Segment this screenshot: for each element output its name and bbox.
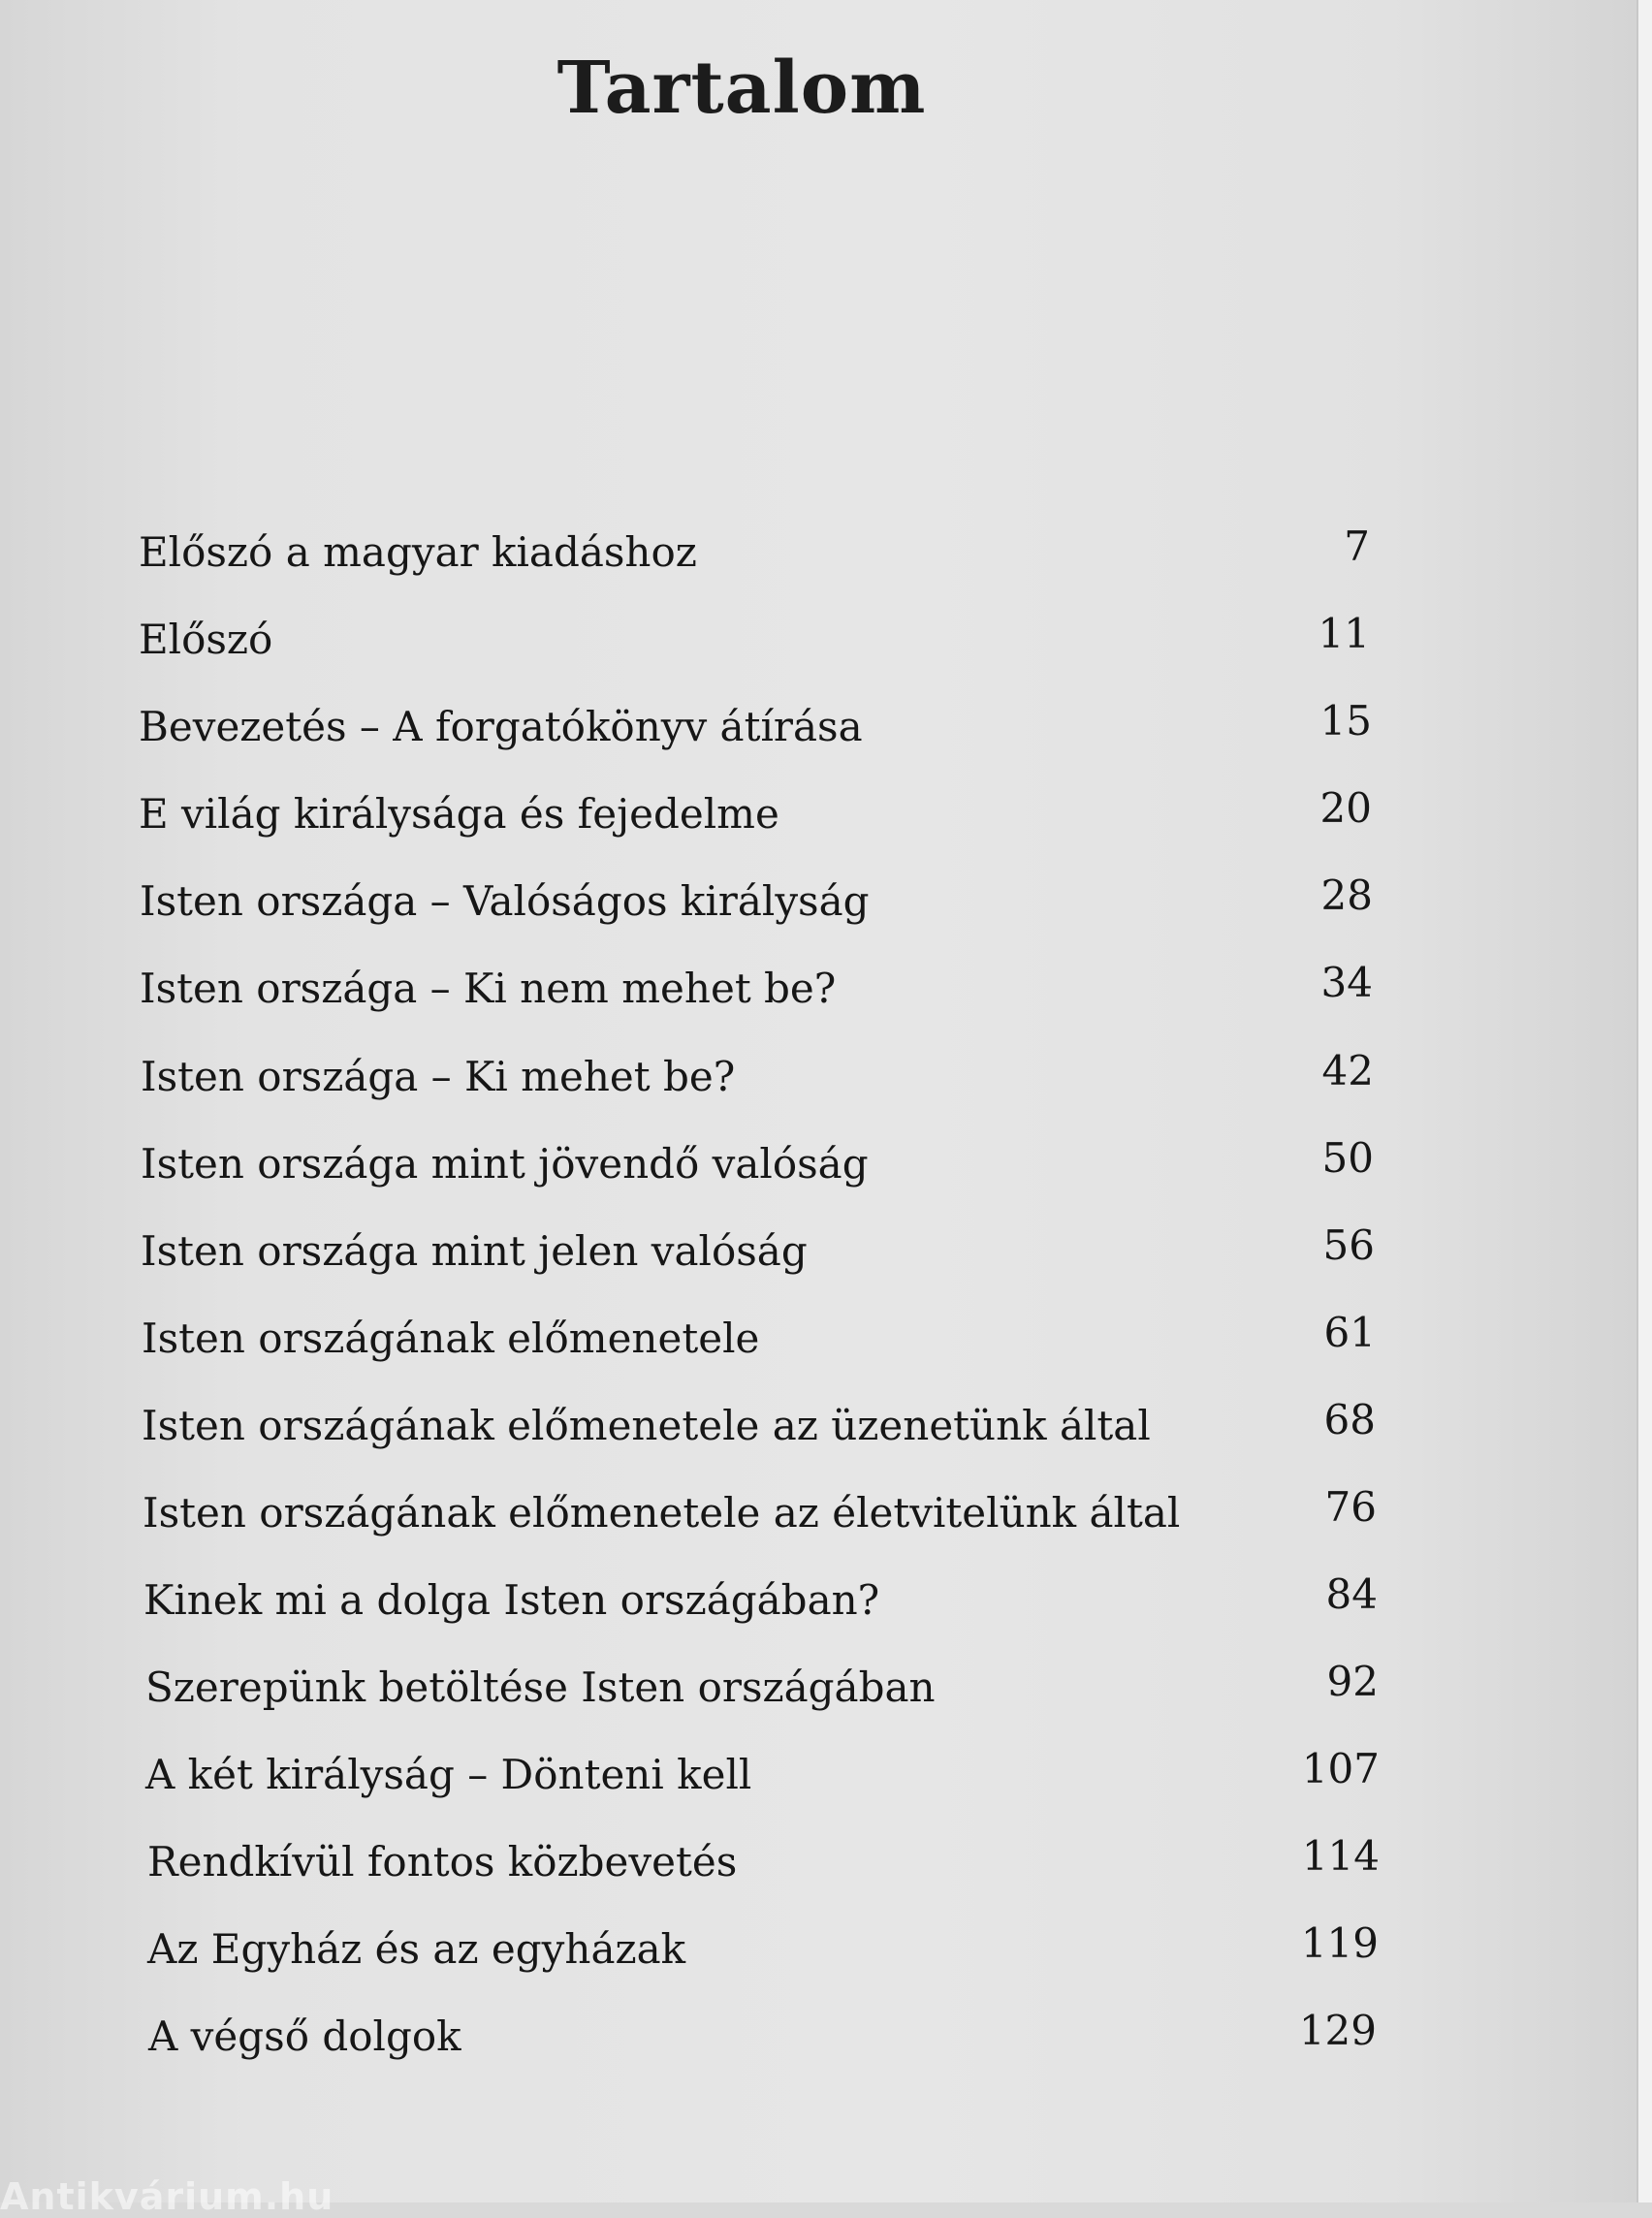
toc-entry-title: Isten országa – Ki nem mehet be? [140,965,837,1012]
toc-entry-title: Szerepünk betöltése Isten országában [145,1664,936,1711]
toc-entry-page: 92 [1326,1658,1379,1705]
toc-entry-title: Isten országa – Ki mehet be? [141,1053,736,1100]
toc-entry-page: 42 [1321,1047,1374,1094]
toc-entry-page: 11 [1318,610,1370,657]
toc-entry-page: 15 [1319,697,1372,745]
toc-entry-page: 7 [1344,523,1370,570]
toc-entry [139,780,1372,848]
page-title: Tartalom [556,47,927,130]
toc-entry-page: 68 [1323,1396,1376,1443]
toc-entry [139,519,1370,586]
toc-entry-title: Rendkívül fontos közbevetés [147,1838,738,1885]
toc-entry-page: 56 [1322,1221,1375,1269]
toc-entry-title: Az Egyház és az egyházak [147,1925,686,1973]
toc-entry-page: 20 [1319,784,1372,832]
toc-entry [141,1218,1375,1285]
toc-entry [139,693,1372,761]
toc-entry-title: E világ királysága és fejedelme [139,790,779,838]
toc-entry-title: A két királyság – Dönteni kell [145,1751,752,1798]
toc-entry-page: 50 [1321,1134,1374,1182]
toc-entry-title: Isten országa – Valóságos királyság [140,877,870,925]
toc-entry [141,1130,1374,1198]
toc-entry-title: Isten országa mint jövendő valóság [141,1140,869,1188]
toc-entry-title: Isten országának előmenetele [142,1315,760,1362]
toc-entry [141,1043,1374,1111]
toc-entry-page: 76 [1324,1483,1377,1531]
toc-entry-title: Isten országának előmenetele az életvitelünk által [143,1489,1181,1537]
toc-entry-page: 84 [1325,1570,1378,1618]
toc-entry-title: Isten országának előmenetele az üzenetünk által [142,1402,1151,1449]
toc-entry-page: 61 [1323,1309,1376,1356]
toc-entry [140,955,1373,1023]
toc-entry [142,1305,1376,1373]
toc-entry [148,2003,1377,2071]
toc-entry-page: 114 [1301,1832,1380,1880]
toc-entry-title: A végső dolgok [148,2012,461,2060]
toc-entry-title: Isten országa mint jelen valóság [141,1227,808,1275]
toc-entry-title: Előszó a magyar kiadáshoz [139,528,697,576]
toc-entry [142,1392,1376,1460]
watermark: Antikvárium.hu [0,2175,334,2218]
toc-entry [140,868,1373,935]
toc-entry [147,1916,1379,1983]
toc-entry-page: 119 [1300,1919,1379,1967]
toc-entry [143,1479,1377,1547]
toc-entry [145,1654,1379,1722]
toc-entry-page: 129 [1298,2007,1377,2054]
toc-entry [145,1741,1380,1809]
toc-entry-title: Bevezetés – A forgatókönyv átírása [139,703,863,750]
toc-entry-page: 107 [1301,1745,1380,1792]
toc-entry-page: 28 [1320,871,1373,919]
toc-entry [139,606,1370,674]
toc-entry [143,1567,1378,1634]
toc-entry-title: Kinek mi a dolga Isten országában? [143,1576,880,1624]
toc-entry-title: Előszó [139,616,273,663]
toc-entry-page: 34 [1320,959,1373,1006]
toc-entry [147,1828,1380,1896]
